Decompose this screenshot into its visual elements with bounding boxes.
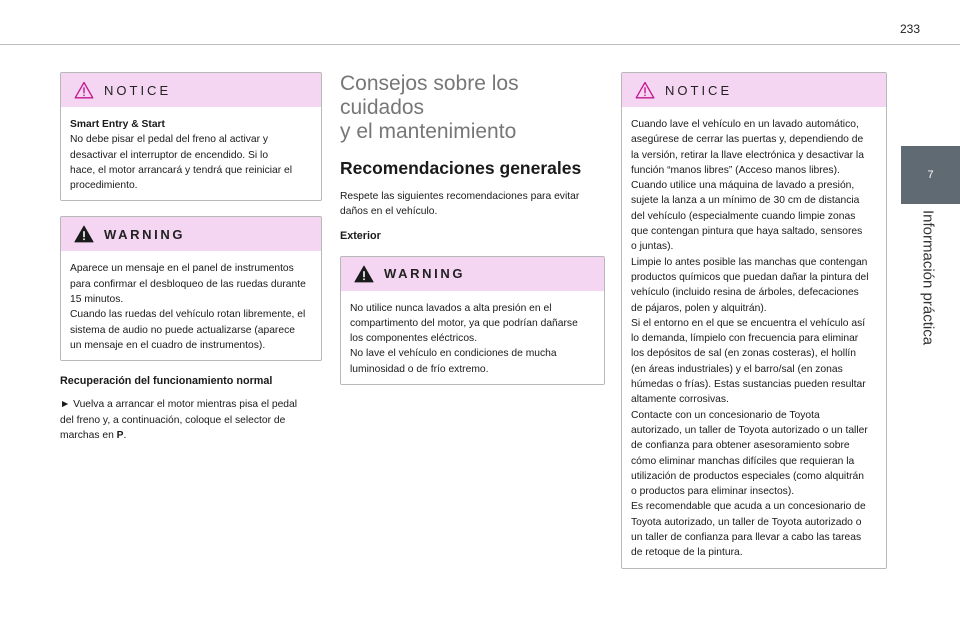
warning-triangle-filled-icon	[354, 265, 374, 283]
warning-line: Cuando las ruedas del vehículo rotan libremente, el	[70, 309, 306, 321]
notice-line: asegúrese de cerrar las puertas y, dependiendo de	[631, 134, 864, 146]
notice-line: hace, el motor arrancará y tendrá que reiniciar el	[70, 164, 293, 176]
notice-line: función “manos libres” (Acceso manos libres).	[631, 164, 840, 176]
notice-box	[60, 72, 322, 201]
notice-line: los depósitos de sal (en zonas costeras), el hollín	[631, 348, 856, 360]
notice-line: desactivar el interruptor de encendido. Si lo	[70, 149, 269, 161]
notice-line: procedimiento.	[70, 180, 138, 192]
notice-heading: Smart Entry & Start	[70, 119, 165, 130]
warning-line: compartimento del motor, ya que podrían dañarse	[350, 317, 578, 329]
notice-body	[61, 107, 321, 200]
warning-line: No lave el vehículo en condiciones de mucha	[350, 348, 557, 360]
chapter-title	[900, 210, 960, 400]
page-title-line: Consejos sobre los cuidados	[340, 72, 519, 119]
notice-line: Si el entorno en el que se encuentra el vehículo así	[631, 317, 866, 329]
recovery-last-suffix: .	[123, 429, 127, 441]
recovery-line: del freno y, a continuación, coloque el selector de	[60, 414, 286, 426]
notice-line: autorizado, un taller de Toyota autorizado o un taller	[631, 424, 868, 436]
warning-header	[61, 217, 321, 251]
warning-line: los componentes eléctricos.	[350, 333, 478, 345]
chapter-number: 7	[927, 169, 934, 181]
recovery-heading: Recuperación del funcionamiento normal	[60, 375, 273, 388]
warning-body	[341, 291, 604, 384]
notice-line: de retoque de la pintura.	[631, 547, 743, 559]
notice-line: o productos para eliminar insectos).	[631, 486, 795, 498]
notice-line: Cuando lave el vehículo en un lavado automático,	[631, 119, 859, 130]
warning-line: luminosidad o de frío extremo.	[350, 363, 489, 375]
warning-line: No utilice nunca lavados a alta presión en el	[350, 302, 552, 314]
intro-line: Respete las siguientes recomendaciones para evitar	[340, 191, 580, 202]
section-title: Recomendaciones generales	[340, 158, 582, 178]
intro-line: daños en el vehículo.	[340, 206, 438, 218]
notice-line: un taller de confianza para llevar a cabo las tareas	[631, 532, 862, 544]
notice-line: húmedas o frías). Estas sustancias pueden resultar	[631, 379, 866, 391]
notice-line: del vehículo (especialmente cuando limpie zonas	[631, 210, 856, 222]
notice-line: de pájaros, polen y alquitrán).	[631, 302, 767, 314]
header-divider	[0, 44, 960, 45]
column-left	[60, 72, 322, 443]
warning-triangle-outline-icon	[74, 81, 94, 99]
notice-line: (en áreas industriales) y el barro/sal (en zonas	[631, 363, 843, 375]
warning-line: sistema de audio no puede actualizarse (aparece	[70, 324, 295, 336]
notice-box	[621, 72, 887, 569]
notice-line: No debe pisar el pedal del freno al activar y	[70, 134, 269, 146]
warning-box	[340, 256, 605, 385]
notice-title: NOTICE	[104, 82, 172, 98]
exterior-heading: Exterior	[340, 229, 381, 242]
warning-header	[341, 257, 604, 291]
gear-position-p: P	[116, 429, 124, 441]
notice-line: la versión, retirar la llave electrónica y desactivar la	[631, 149, 864, 161]
notice-line: utilización de productos especiales (como alquitrán	[631, 470, 864, 482]
arrow-right-icon: ►	[60, 399, 71, 411]
recovery-step	[60, 397, 322, 443]
notice-line: productos químicos que puedan dañar la pintura del	[631, 271, 869, 283]
notice-line: Contacte con un concesionario de Toyota	[631, 409, 820, 421]
warning-line: para confirmar el desbloqueo de las ruedas durante	[70, 278, 306, 290]
warning-triangle-outline-icon	[635, 81, 655, 99]
notice-line: Limpie lo antes posible las manchas que contengan	[631, 256, 868, 268]
notice-line: vehículo (incluido resina de árboles, defecaciones	[631, 287, 859, 299]
warning-triangle-filled-icon	[74, 225, 94, 243]
page-title	[340, 72, 605, 144]
notice-line: altamente corrosivas.	[631, 394, 729, 406]
recovery-last-prefix: marchas en	[60, 429, 117, 441]
notice-line: cómo eliminar manchas difíciles que requieran la	[631, 455, 855, 467]
notice-line: que contengan pintura que haya saltado, sensores	[631, 226, 863, 238]
notice-line: Es recomendable que acuda a un concesionario de	[631, 501, 866, 513]
notice-line: Cuando utilice una máquina de lavado a presión,	[631, 180, 855, 192]
warning-line: 15 minutos.	[70, 294, 124, 306]
notice-body	[622, 107, 886, 568]
notice-line: sujete la lanza a un mínimo de 30 cm de distancia	[631, 195, 860, 207]
notice-line: Toyota autorizado, un taller de Toyota autorizado o	[631, 516, 862, 528]
warning-line: Aparece un mensaje en el panel de instrumentos	[70, 263, 294, 275]
warning-box	[60, 216, 322, 361]
warning-title: WARNING	[104, 226, 186, 242]
notice-line: de confianza para obtener asesoramiento sobre	[631, 440, 850, 452]
column-middle	[340, 72, 605, 385]
chapter-tab[interactable]	[901, 146, 960, 204]
warning-line: un mensaje en el cuadro de instrumentos).	[70, 339, 266, 351]
notice-line: o juntas).	[631, 241, 674, 253]
page-number: 233	[899, 22, 920, 36]
notice-header	[61, 73, 321, 107]
recovery-line: Vuelva a arrancar el motor mientras pisa el pedal	[73, 399, 298, 411]
notice-header	[622, 73, 886, 107]
intro-text	[340, 189, 605, 220]
notice-title: NOTICE	[665, 82, 733, 98]
column-right	[621, 72, 887, 569]
notice-line: lo demanda, límpielo con frecuencia para eliminar	[631, 333, 859, 345]
recovery-section	[60, 375, 322, 443]
warning-body	[61, 251, 321, 360]
page-title-line: y el mantenimiento	[340, 120, 517, 143]
warning-title: WARNING	[384, 266, 466, 282]
chapter-title-text: Información práctica	[919, 210, 937, 346]
